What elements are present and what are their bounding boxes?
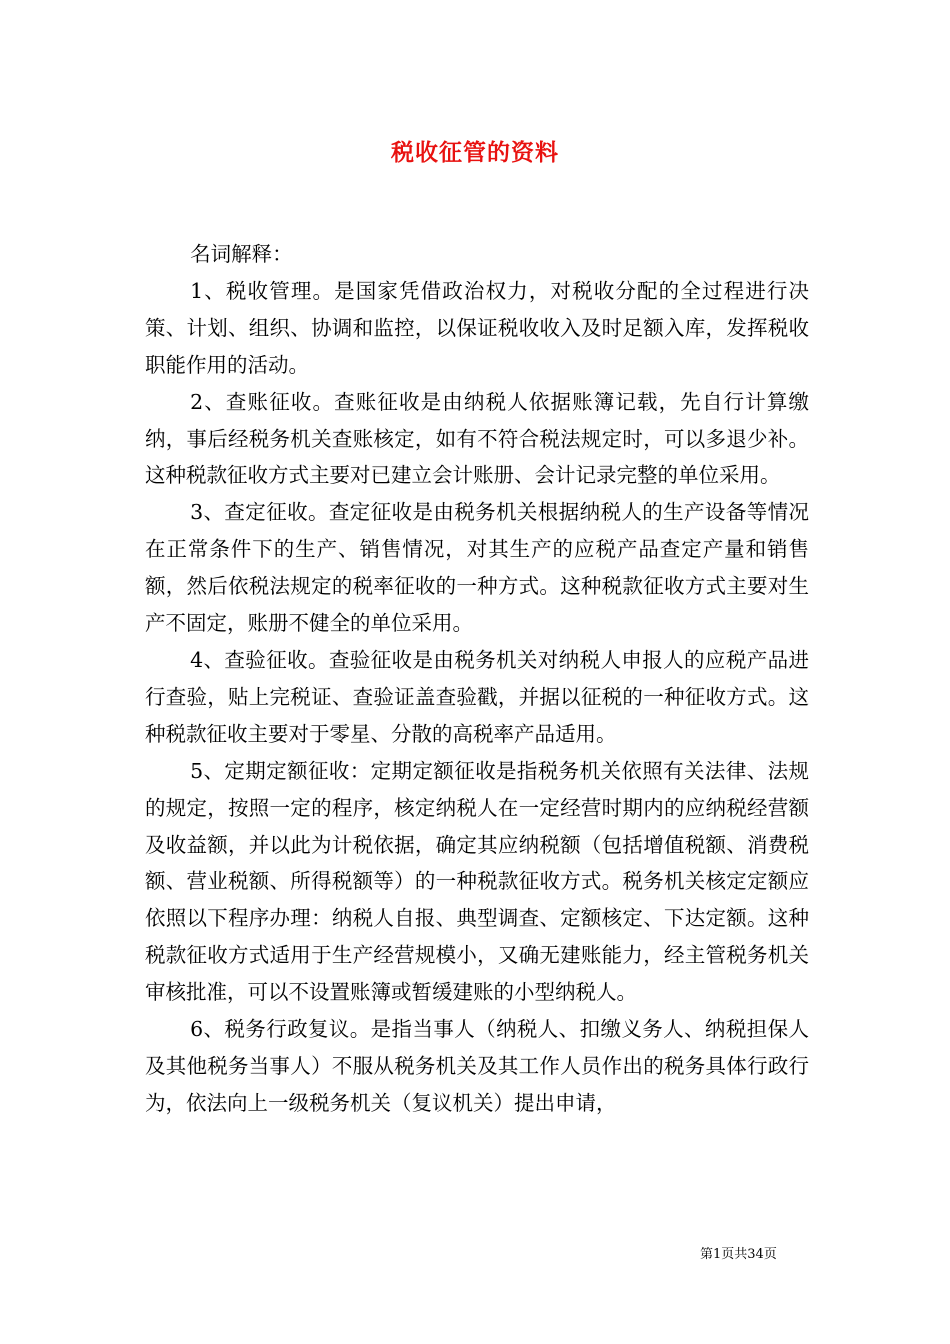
document-body <box>145 236 809 1122</box>
paragraph-2: 2、查账征收。查账征收是由纳税人依据账簿记载，先自行计算缴纳，事后经税务机关查账核定，如有不符合税法规定时，可以多退少补。这种税款征收方式主要对已建立会计账册、会计记录完整的单位采用。 <box>145 389 809 488</box>
paragraph-5: 5、定期定额征收：定期定额征收是指税务机关依照有关法律、法规的规定，按照一定的程序，核定纳税人在一定经营时期内的应纳税经营额及收益额，并以此为计税依据，确定其应纳税额（包括增值税额、消费税额、营业税额、所得税额等）的一种税款征收方式。税务机关核定定额应依照以下程序办理：纳税人自报、典型调查、定额核定、下达定额。这种税款征收方式适用于生产经营规模小，又确无建账能力，经主管税务机关审核批准，可以不设置账簿或暂缓建账的小型纳税人。 <box>145 758 809 1005</box>
paragraph-3: 3、查定征收。查定征收是由税务机关根据纳税人的生产设备等情况在正常条件下的生产、销售情况，对其生产的应税产品查定产量和销售额，然后依税法规定的税率征收的一种方式。这种税款征收方式主要对生产不固定，账册不健全的单位采用。 <box>145 500 809 636</box>
document-title: 税收征管的资料 <box>391 139 559 166</box>
section-heading: 名词解释： <box>190 242 293 266</box>
paragraph-1: 1、税收管理。是国家凭借政治权力，对税收分配的全过程进行决策、计划、组织、协调和监控，以保证税收收入及时足额入库，发挥税收职能作用的活动。 <box>145 278 809 377</box>
paragraph-4: 4、查验征收。查验征收是由税务机关对纳税人申报人的应税产品进行查验，贴上完税证、查验证盖查验戳，并据以征税的一种征收方式。这种税款征收主要对于零星、分散的高税率产品适用。 <box>145 647 809 746</box>
page-number-footer: 第1页共34页 <box>700 1247 777 1262</box>
paragraph-6: 6、税务行政复议。是指当事人（纳税人、扣缴义务人、纳税担保人及其他税务当事人）不服从税务机关及其工作人员作出的税务具体行政行为，依法向上一级税务机关（复议机关）提出申请， <box>145 1017 809 1115</box>
